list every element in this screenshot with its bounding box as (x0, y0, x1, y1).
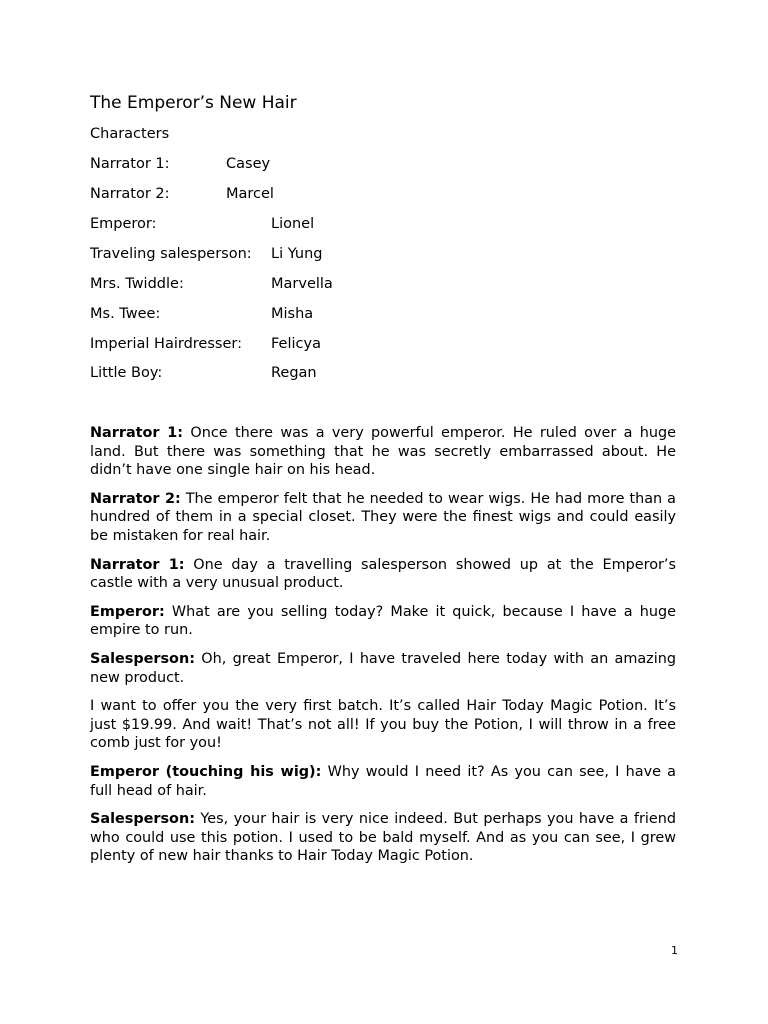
cast-actor: Casey (226, 156, 271, 172)
cast-actor: Regan (271, 365, 317, 381)
document-title: The Emperor’s New Hair (90, 93, 297, 113)
cast-role: Ms. Twee: (90, 306, 161, 322)
dialogue-text: Oh, great Emperor, I have traveled here today with an amazing new product. (90, 650, 676, 686)
dialogue-text: I want to offer you the very first batch. It’s called Hair Today Magic Potion. It’s just $19.99. And wait! That’s not all! If you buy the Potion, I will throw in a free comb just for you! (90, 698, 676, 752)
script-paragraph (90, 697, 676, 753)
cast-actor: Marvella (271, 276, 333, 292)
cast-role: Imperial Hairdresser: (90, 336, 242, 352)
cast-role: Narrator 2: (90, 186, 170, 202)
script-paragraph (90, 810, 676, 866)
cast-role: Traveling salesperson: (90, 246, 252, 262)
cast-role: Emperor: (90, 216, 157, 232)
dialogue-text: The emperor felt that he needed to wear wigs. He had more than a hundred of them in a special closet. They were the finest wigs and could easily be mistaken for real hair. (90, 490, 676, 544)
speaker-label: Salesperson: (90, 650, 195, 667)
script-paragraph (90, 603, 676, 640)
dialogue-text: Yes, your hair is very nice indeed. But perhaps you have a friend who could use this potion. I used to be bald myself. And as you can see, I grew plenty of new hair thanks to Hair Today Magic Potion. (90, 811, 676, 865)
script-paragraph (90, 650, 676, 687)
cast-actor: Li Yung (271, 246, 323, 262)
characters-heading: Characters (90, 126, 170, 142)
script-paragraph (90, 763, 676, 800)
cast-actor: Lionel (271, 216, 315, 232)
page-number: 1 (671, 944, 678, 957)
speaker-label: Narrator 2: (90, 490, 181, 507)
cast-role: Little Boy: (90, 365, 163, 381)
speaker-label: Emperor (touching his wig): (90, 763, 322, 780)
speaker-label: Narrator 1: (90, 425, 184, 441)
cast-role: Narrator 1: (90, 156, 170, 172)
script-paragraph (90, 490, 676, 546)
cast-actor: Marcel (226, 186, 274, 202)
dialogue-text: One day a travelling salesperson showed up at the Emperor’s castle with a very unusual product. (90, 556, 676, 592)
dialogue-text: Once there was a very powerful emperor. He ruled over a huge land. But there was something that he was secretly embarrassed about. He didn’t have one single hair on his head. (90, 425, 676, 479)
speaker-label: Emperor: (90, 603, 165, 620)
script-paragraph (90, 424, 676, 480)
speaker-label: Salesperson: (90, 811, 195, 828)
script-body (90, 424, 676, 876)
cast-role: Mrs. Twiddle: (90, 276, 184, 292)
speaker-label: Narrator 1: (90, 556, 185, 573)
dialogue-text: What are you selling today? Make it quick, because I have a huge empire to run. (90, 603, 676, 639)
cast-actor: Felicya (271, 336, 321, 352)
script-paragraph (90, 556, 676, 593)
cast-actor: Misha (271, 306, 314, 322)
dialogue-text: Why would I need it? As you can see, I have a full head of hair. (90, 763, 676, 799)
